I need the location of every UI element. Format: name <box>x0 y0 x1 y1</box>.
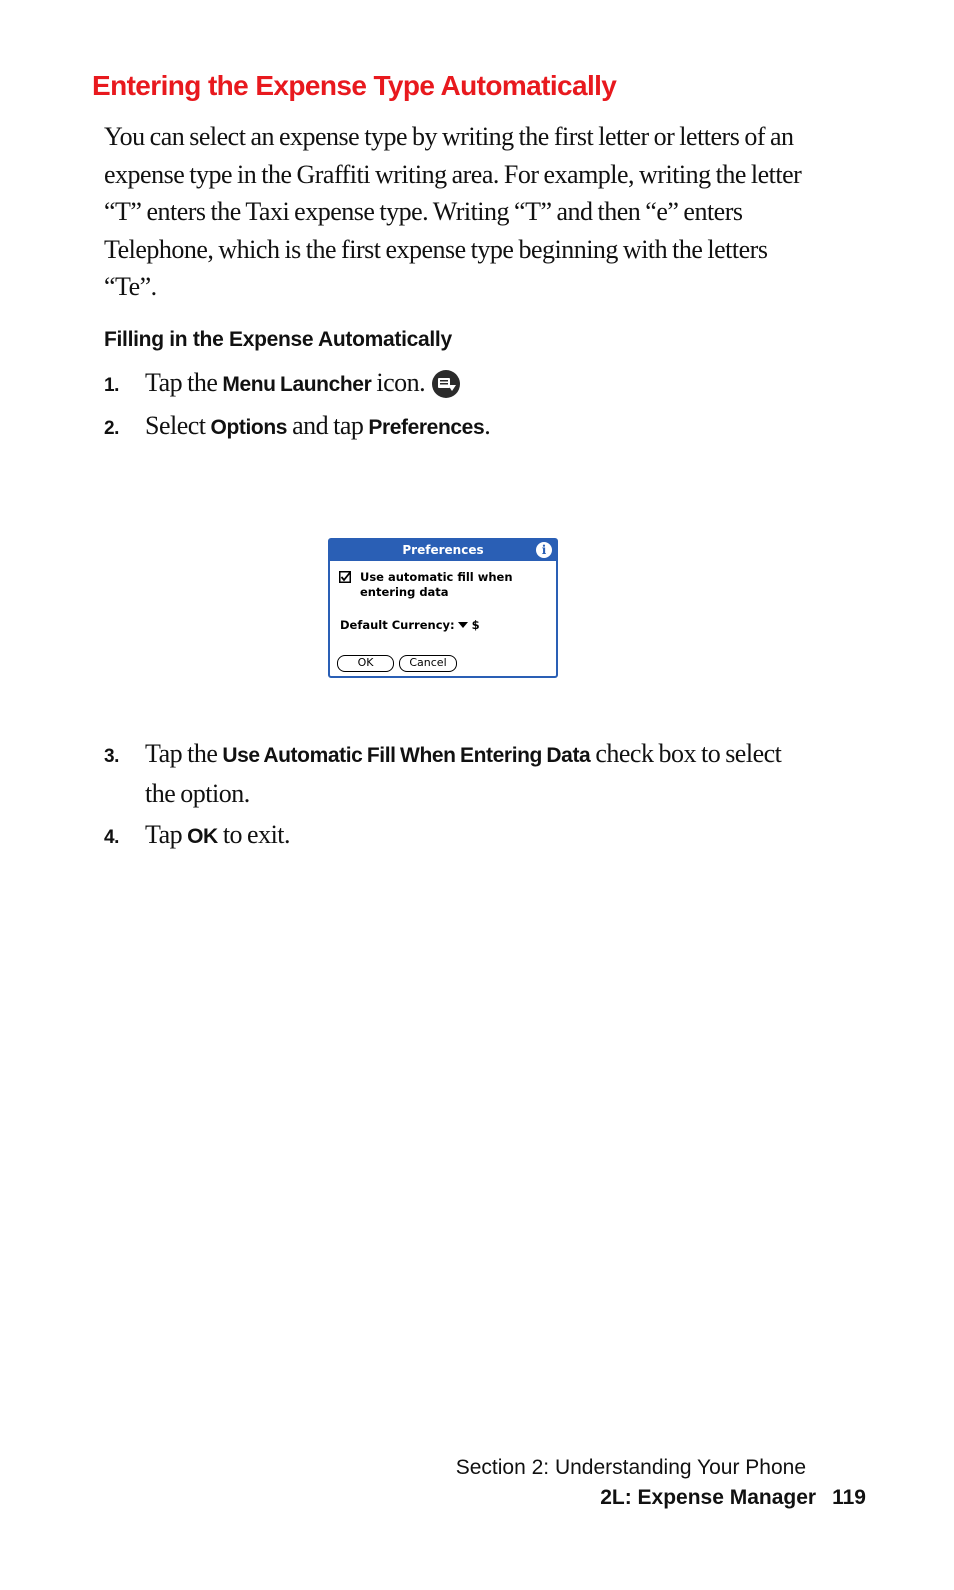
footer-chapter-title: 2L: Expense Manager <box>600 1486 817 1509</box>
menu-launcher-term: Menu Launcher <box>222 373 372 396</box>
step-number: 1. <box>104 375 119 396</box>
intro-paragraph: You can select an expense type by writing the first letter or letters of an expense type in the Graffiti writing area. For example, writing the letter “T” enters the Taxi expense type. Writing “T” and then “e” enters Telephone, which is the first expense type beginning with the letters “Te”. <box>104 122 802 301</box>
subheading: Filling in the Expense Automatically <box>104 328 452 351</box>
ok-term: OK <box>187 825 218 848</box>
step-text: Select Options and tap Preferences. <box>145 411 491 440</box>
step-number: 4. <box>104 827 119 848</box>
dropdown-arrow-icon[interactable] <box>458 622 468 628</box>
step-text: Tap the Use Automatic Fill When Entering Data check box to select the option. <box>145 739 782 808</box>
info-icon[interactable]: i <box>536 542 552 558</box>
preferences-term: Preferences <box>368 416 485 439</box>
dialog-title: Preferences <box>330 540 556 561</box>
currency-label: Default Currency: <box>340 618 455 632</box>
cancel-button[interactable]: Cancel <box>399 655 457 672</box>
default-currency-row <box>340 618 480 632</box>
step-2 <box>104 407 784 447</box>
footer-chapter <box>600 1486 866 1510</box>
page-number: 119 <box>832 1486 866 1509</box>
step-text: Tap the Menu Launcher icon. <box>145 364 784 404</box>
ok-button[interactable]: OK <box>337 655 394 672</box>
footer-section-title: Section 2: Understanding Your Phone <box>455 1456 806 1479</box>
currency-value[interactable]: $ <box>471 618 480 632</box>
menu-launcher-icon <box>431 369 461 399</box>
section-heading: Entering the Expense Type Automatically <box>92 70 617 101</box>
step-text: Tap OK to exit. <box>145 820 291 849</box>
step-4 <box>104 816 784 856</box>
autofill-option[interactable] <box>339 570 549 600</box>
step-3 <box>104 735 784 813</box>
preferences-dialog <box>328 538 558 678</box>
step-number: 3. <box>104 746 119 767</box>
step-number: 2. <box>104 418 119 439</box>
options-term: Options <box>210 416 288 439</box>
autofill-term: Use Automatic Fill When Entering Data <box>222 744 591 767</box>
autofill-label: Use automatic fill when entering data <box>360 570 513 599</box>
checkbox-checked-icon[interactable] <box>339 571 351 583</box>
step-1 <box>104 364 784 404</box>
